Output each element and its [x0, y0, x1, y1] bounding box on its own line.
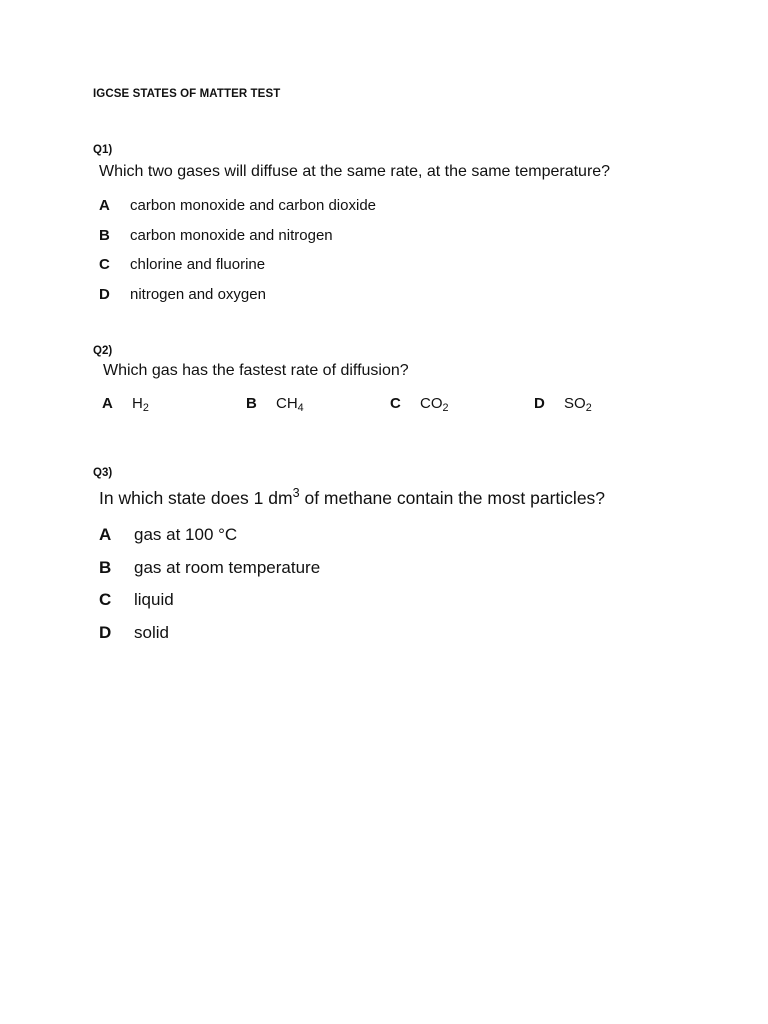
document-title: IGCSE STATES OF MATTER TEST	[93, 88, 281, 100]
formula-main: H	[132, 395, 143, 412]
option-formula	[132, 395, 149, 414]
option-letter: D	[99, 286, 110, 303]
formula-subscript: 2	[442, 402, 449, 415]
formula-subscript: 4	[297, 402, 304, 415]
question-3-label: Q3)	[93, 467, 113, 479]
option-letter: B	[246, 395, 257, 412]
option-letter: A	[99, 525, 112, 544]
formula-subscript: 2	[142, 402, 149, 415]
question-3-superscript: 3	[292, 486, 300, 500]
option-text: gas at room temperature	[134, 558, 321, 577]
option-letter: B	[99, 227, 110, 244]
question-1-label: Q1)	[93, 144, 113, 156]
formula-main: CH	[276, 395, 298, 412]
question-3-text	[99, 486, 605, 509]
option-text: carbon monoxide and carbon dioxide	[130, 197, 376, 214]
question-1-text: Which two gases will diffuse at the same rate, at the same temperature?	[99, 163, 611, 180]
question-3-text-after: of methane contain the most particles?	[299, 487, 606, 508]
question-3-text-before: In which state does 1 dm	[99, 487, 293, 508]
question-2-text: Which gas has the fastest rate of diffusion?	[103, 362, 409, 379]
option-formula	[420, 395, 449, 414]
option-letter: A	[99, 197, 110, 214]
option-text: carbon monoxide and nitrogen	[130, 227, 333, 244]
option-text: solid	[134, 623, 169, 642]
option-formula	[276, 395, 304, 414]
option-letter: D	[99, 623, 112, 642]
option-letter: C	[99, 590, 112, 609]
option-letter: B	[99, 558, 112, 577]
option-text: chlorine and fluorine	[130, 256, 266, 273]
option-text: nitrogen and oxygen	[130, 286, 266, 303]
option-formula	[564, 395, 592, 414]
question-2-label: Q2)	[93, 345, 113, 357]
formula-main: CO	[420, 395, 443, 412]
option-letter: A	[102, 395, 113, 412]
formula-main: SO	[564, 395, 586, 412]
option-letter: C	[390, 395, 401, 412]
option-text: liquid	[134, 590, 174, 609]
option-text: gas at 100 °C	[134, 525, 238, 544]
formula-subscript: 2	[585, 402, 592, 415]
option-letter: D	[534, 395, 545, 412]
option-letter: C	[99, 256, 110, 273]
